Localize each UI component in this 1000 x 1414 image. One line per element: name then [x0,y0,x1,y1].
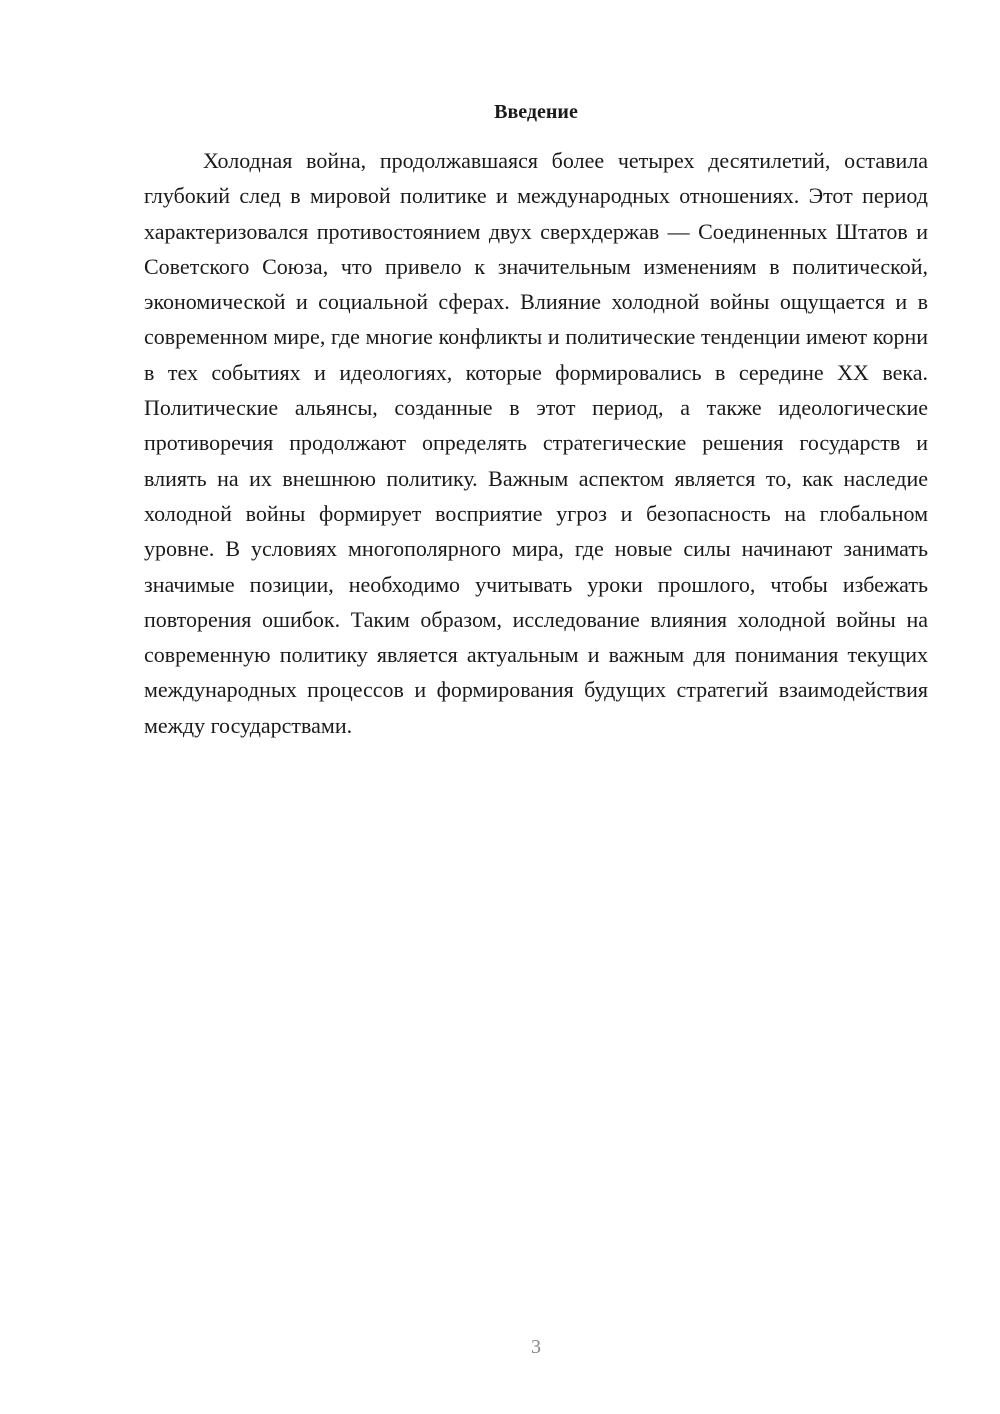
section-heading: Введение [494,101,578,123]
body-paragraph: Холодная война, продолжавшаяся более четырех десятилетий, оставила глубокий след в мировой политике и международных отношениях. Этот период характеризовался противостоянием двух сверхдержав — Соединенных Штатов и Советского Союза, что привело к значительным изменениям в политической, экономической и социальной сферах. Влияние холодной войны ощущается и в современном мире, где многие конфликты и политические тенденции имеют корни в тех событиях и идеологиях, которые формировались в середине XX века. Политические альянсы, созданные в этот период, а также идеологические противоречия продолжают определять стратегические решения государств и влиять на их внешнюю политику. Важным аспектом является то, как наследие холодной войны формирует восприятие угроз и безопасность на глобальном уровне. В условиях многополярного мира, где новые силы начинают занимать значимые позиции, необходимо учитывать уроки прошлого, чтобы избежать повторения ошибок. Таким образом, исследование влияния холодной войны на современную политику является актуальным и важным для понимания текущих международных процессов и формирования будущих стратегий взаимодействия между государствами. [144,148,928,738]
page-number: 3 [531,1336,541,1358]
